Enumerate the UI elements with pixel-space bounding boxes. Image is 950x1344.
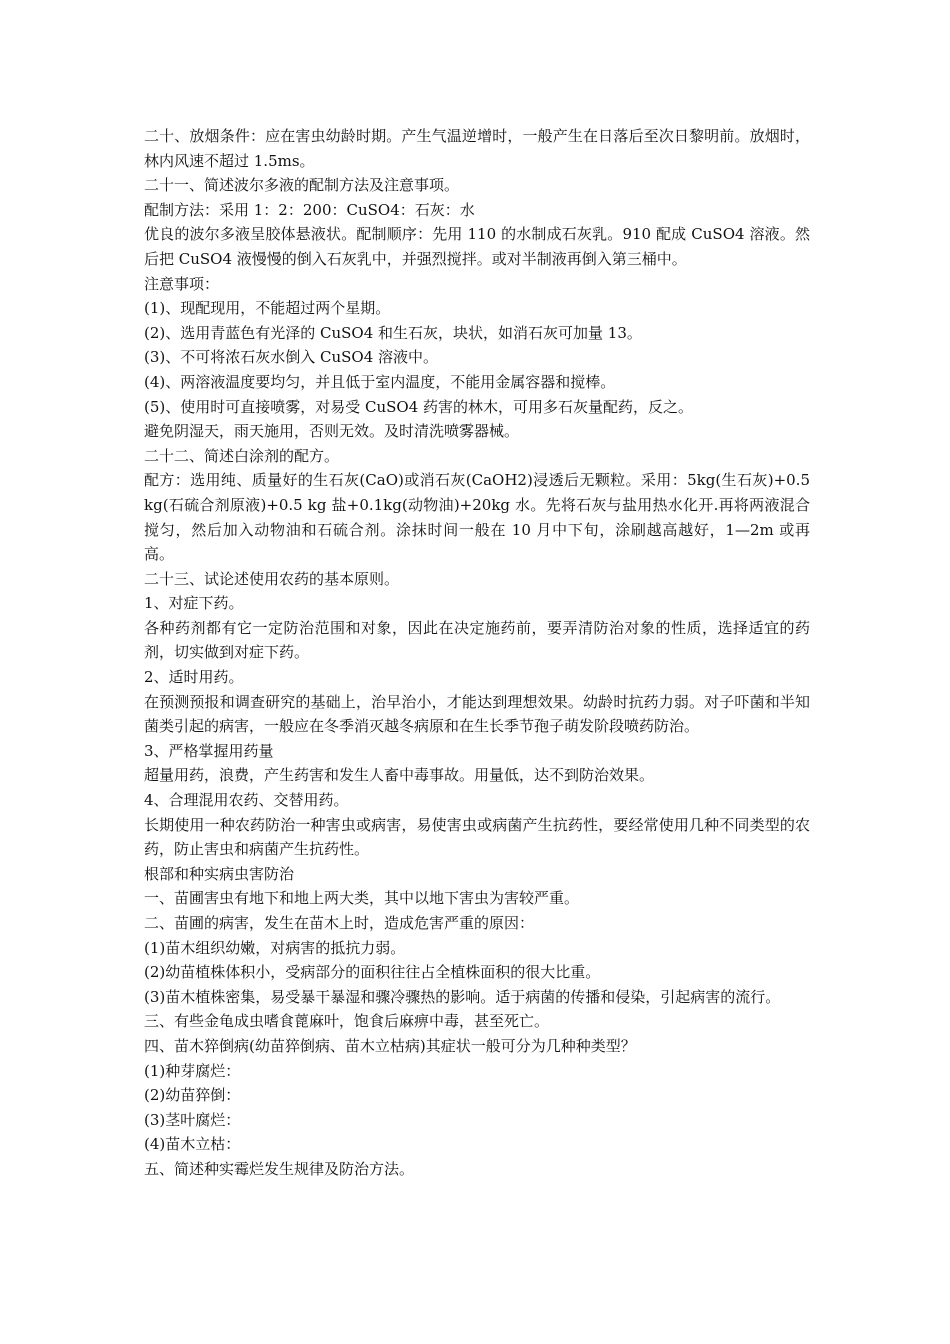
paragraph: 二、苗圃的病害，发生在苗木上时，造成危害严重的原因： bbox=[144, 914, 535, 932]
paragraph: 避免阴湿天，雨天施用，否则无效。及时清洗喷雾器械。 bbox=[144, 422, 520, 441]
subheading: 2、适时用药。 bbox=[144, 668, 244, 687]
list-item: (4)、两溶液温度要均匀，并且低于室内温度，不能用金属容器和搅棒。 bbox=[144, 372, 616, 391]
paragraph: 二十、放烟条件：应在害虫幼龄时期。产生气温逆增时，一般产生在日落后至次日黎明前。放烟时，林内风速不超过 1.5ms。 bbox=[144, 127, 810, 170]
subheading: 注意事项： bbox=[144, 274, 220, 293]
paragraph: 配方：选用纯、质量好的生石灰(CaO)或消石灰(CaOH2)浸透后无颗粒。采用：5kg(生石灰)+0.5 kg(石硫合剂原液)+0.5 kg 盐+0.1kg(动物油)+20kg 水。先将石灰与盐用热水化开.再将两液混合搅匀，然后加入动物油和石硫合剂。涂抹时间一般在 10 月中下旬，涂刷越高越好，1—2m 或再高。 bbox=[144, 471, 810, 564]
paragraph: 配制方法：采用 1：2：200：CuSO4：石灰：水 bbox=[144, 200, 475, 219]
list-item: (4)苗木立枯： bbox=[144, 1135, 241, 1154]
paragraph: 长期使用一种农药防治一种害虫或病害，易使害虫或病菌产生抗药性，要经常使用几种不同类型的农药，防止害虫和病菌产生抗药性。 bbox=[144, 815, 810, 859]
list-item: (3)苗木植株密集，易受暴干暴湿和骤冷骤热的影响。适于病菌的传播和侵染，引起病害的流行。 bbox=[144, 987, 781, 1006]
section-heading: 二十一、简述波尔多液的配制方法及注意事项。 bbox=[144, 176, 460, 195]
subheading: 1、对症下药。 bbox=[144, 594, 244, 613]
paragraph: 优良的波尔多液呈胶体悬液状。配制顺序：先用 110 的水制成石灰乳。910 配成 CuSO4 溶液。然后把 CuSO4 液慢慢的倒入石灰乳中，并强烈搅拌。或对半制液再倒入第三桶中。 bbox=[144, 225, 810, 268]
list-item: (2)、选用青蓝色有光泽的 CuSO4 和生石灰，块状，如消石灰可加量 13。 bbox=[144, 323, 642, 342]
list-item: (3)茎叶腐烂： bbox=[144, 1110, 241, 1129]
list-item: (3)、不可将浓石灰水倒入 CuSO4 溶液中。 bbox=[144, 348, 439, 367]
list-item: (5)、使用时可直接喷雾，对易受 CuSO4 药害的林木，可用多石灰量配药，反之。 bbox=[144, 397, 694, 416]
paragraph: 五、简述种实霉烂发生规律及防治方法。 bbox=[144, 1159, 415, 1178]
list-item: (2)幼苗植株体积小，受病部分的面积往往占全植株面积的很大比重。 bbox=[144, 963, 601, 982]
paragraph: 超量用药，浪费，产生药害和发生人畜中毒事故。用量低，达不到防治效果。 bbox=[144, 766, 655, 785]
list-item: (2)幼苗猝倒： bbox=[144, 1086, 241, 1105]
section-title: 根部和种实病虫害防治 bbox=[144, 864, 295, 883]
paragraph: 各种药剂都有它一定防治范围和对象，因此在决定施药前，要弄清防治对象的性质，选择适宜的药剂，切实做到对症下药。 bbox=[144, 618, 810, 662]
subheading: 3、严格掌握用药量 bbox=[144, 741, 274, 760]
section-heading: 二十三、试论述使用农药的基本原则。 bbox=[144, 569, 400, 588]
document-body bbox=[144, 124, 810, 1182]
subheading: 4、合理混用农药、交替用药。 bbox=[144, 791, 349, 810]
paragraph: 四、苗木猝倒病(幼苗猝倒病、苗木立枯病)其症状一般可分为几种种类型？ bbox=[144, 1036, 636, 1055]
paragraph: 三、有些金龟成虫嗜食蓖麻叶，饱食后麻痹中毒，甚至死亡。 bbox=[144, 1012, 550, 1031]
paragraph: 一、苗圃害虫有地下和地上两大类，其中以地下害虫为害较严重。 bbox=[144, 889, 580, 908]
paragraph: 在预测预报和调查研究的基础上，治早治小，才能达到理想效果。幼龄时抗药力弱。对子吓菌和半知菌类引起的病害，一般应在冬季消灭越冬病原和在生长季节孢子萌发阶段喷药防治。 bbox=[144, 692, 810, 736]
section-heading: 二十二、简述白涂剂的配方。 bbox=[144, 446, 340, 465]
list-item: (1)种芽腐烂： bbox=[144, 1061, 241, 1080]
list-item: (1)、现配现用，不能超过两个星期。 bbox=[144, 299, 391, 318]
list-item: (1)苗木组织幼嫩，对病害的抵抗力弱。 bbox=[144, 938, 406, 957]
